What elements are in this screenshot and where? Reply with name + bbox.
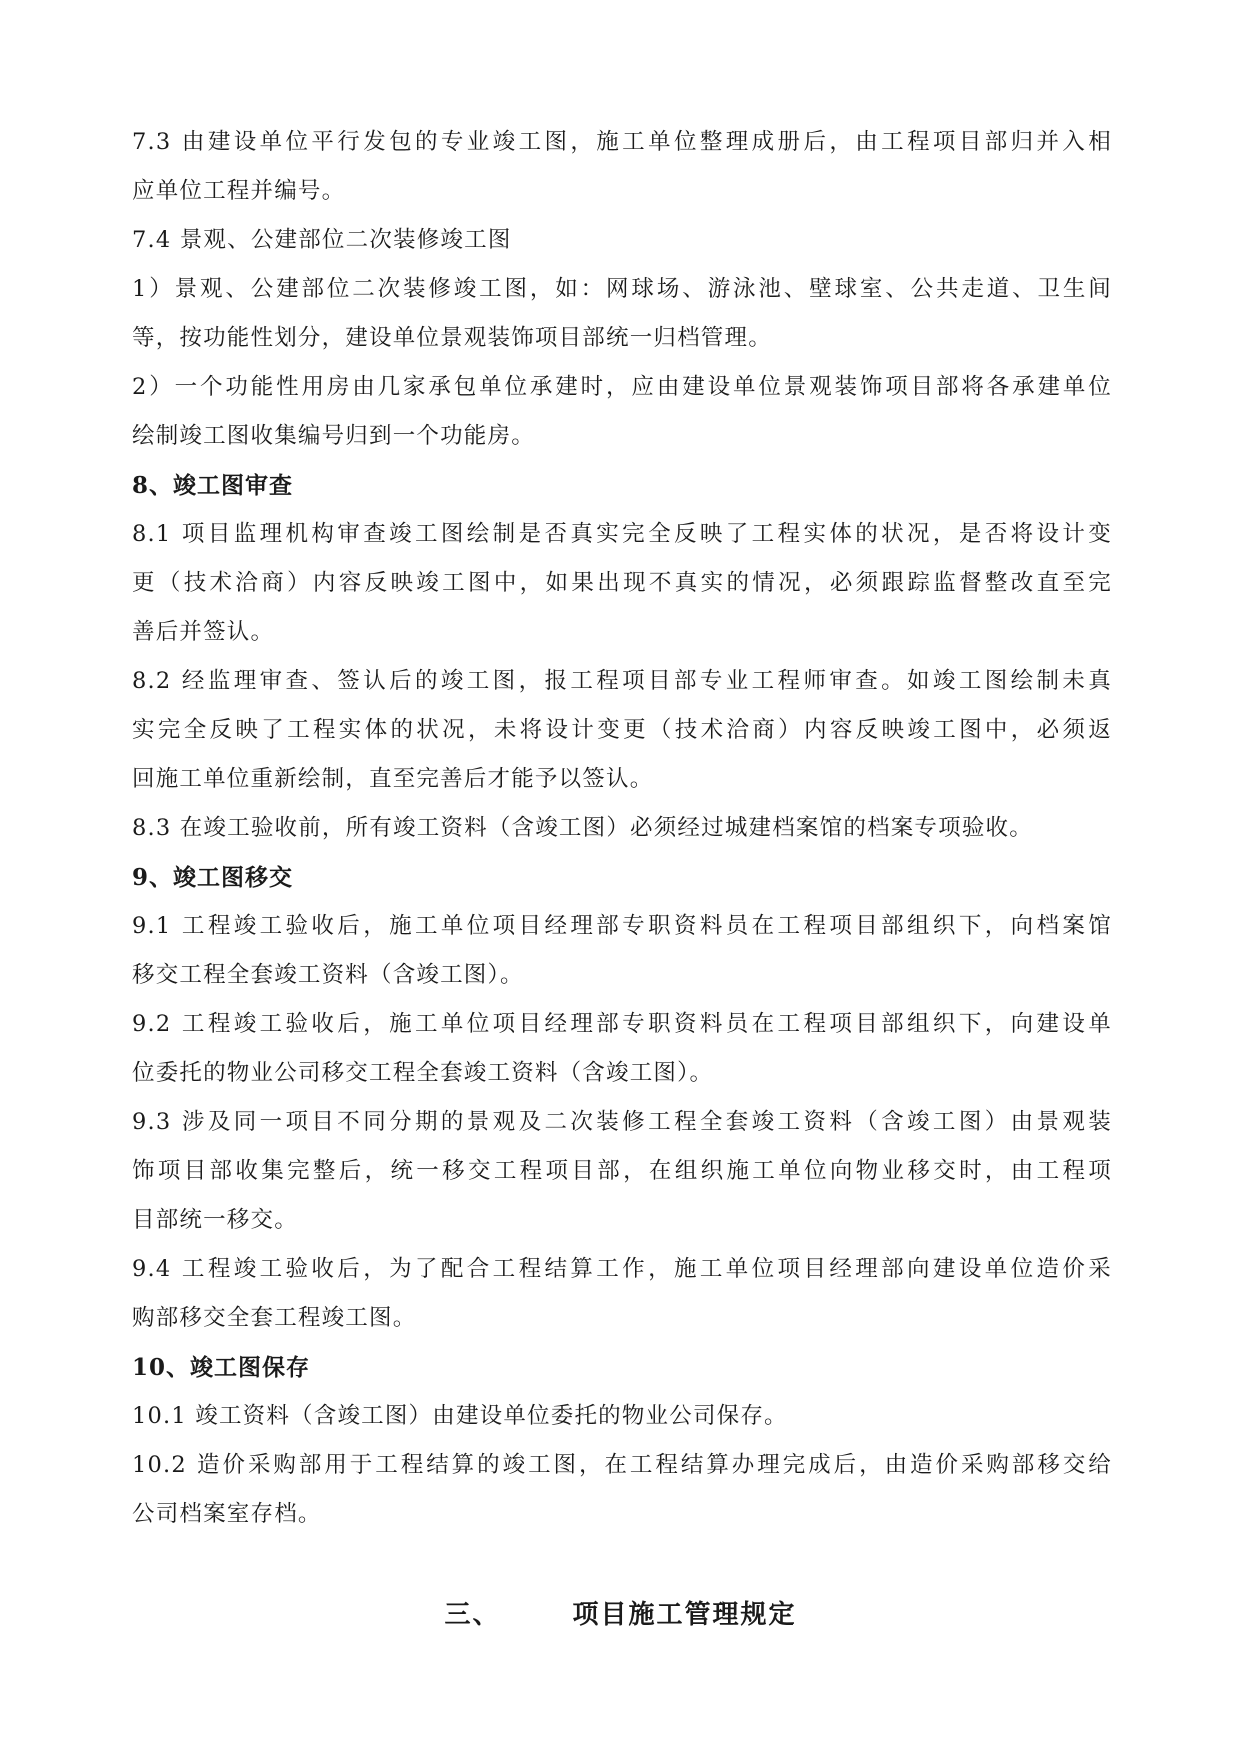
paragraph-line: 公司档案室存档。 xyxy=(132,1501,322,1527)
paragraph-line: 位委托的物业公司移交工程全套竣工资料（含竣工图）。 xyxy=(132,1060,714,1086)
paragraph-line: 实完全反映了工程实体的状况，未将设计变更（技术洽商）内容反映竣工图中，必须返 xyxy=(132,717,1112,743)
chapter-number: 三、 xyxy=(444,1600,501,1630)
paragraph-line: 8.1 项目监理机构审查竣工图绘制是否真实完全反映了工程实体的状况，是否将设计变 xyxy=(132,521,1112,547)
section-heading: 8、竣工图审查 xyxy=(132,472,294,499)
paragraph-line: 应单位工程并编号。 xyxy=(132,178,346,204)
paragraph-line: 移交工程全套竣工资料（含竣工图）。 xyxy=(132,962,524,988)
paragraph-line: 饰项目部收集完整后，统一移交工程项目部，在组织施工单位向物业移交时，由工程项 xyxy=(132,1158,1112,1184)
paragraph-line: 9.4 工程竣工验收后，为了配合工程结算工作，施工单位项目经理部向建设单位造价采 xyxy=(132,1256,1112,1282)
paragraph-line: 9.1 工程竣工验收后，施工单位项目经理部专职资料员在工程项目部组织下，向档案馆 xyxy=(132,913,1112,939)
chapter-title: 项目施工管理规定 xyxy=(572,1600,797,1630)
paragraph-line: 2）一个功能性用房由几家承包单位承建时，应由建设单位景观装饰项目部将各承建单位 xyxy=(132,374,1112,400)
paragraph-line: 10.2 造价采购部用于工程结算的竣工图，在工程结算办理完成后，由造价采购部移交给 xyxy=(132,1452,1112,1478)
section-heading: 10、竣工图保存 xyxy=(132,1354,311,1381)
document-body xyxy=(132,118,1112,1539)
paragraph-line: 10.1 竣工资料（含竣工图）由建设单位委托的物业公司保存。 xyxy=(132,1403,788,1429)
paragraph-line: 1）景观、公建部位二次装修竣工图，如：网球场、游泳池、壁球室、公共走道、卫生间 xyxy=(132,276,1112,302)
subsection-title: 7.4 景观、公建部位二次装修竣工图 xyxy=(132,227,512,253)
paragraph-line: 购部移交全套工程竣工图。 xyxy=(132,1305,417,1331)
paragraph-line: 等，按功能性划分，建设单位景观装饰项目部统一归档管理。 xyxy=(132,325,772,351)
paragraph-line: 8.2 经监理审查、签认后的竣工图，报工程项目部专业工程师审查。如竣工图绘制未真 xyxy=(132,668,1112,694)
paragraph-line: 更（技术洽商）内容反映竣工图中，如果出现不真实的情况，必须跟踪监督整改直至完 xyxy=(132,570,1112,596)
paragraph-line: 8.3 在竣工验收前，所有竣工资料（含竣工图）必须经过城建档案馆的档案专项验收。 xyxy=(132,815,1033,841)
paragraph-line: 善后并签认。 xyxy=(132,619,275,645)
paragraph-line: 回施工单位重新绘制，直至完善后才能予以签认。 xyxy=(132,766,654,792)
chapter-heading xyxy=(0,1594,1241,1631)
section-heading: 9、竣工图移交 xyxy=(132,864,294,891)
paragraph-line: 9.3 涉及同一项目不同分期的景观及二次装修工程全套竣工资料（含竣工图）由景观装 xyxy=(132,1109,1112,1135)
paragraph-line: 7.3 由建设单位平行发包的专业竣工图，施工单位整理成册后，由工程项目部归并入相 xyxy=(132,129,1112,155)
paragraph-line: 绘制竣工图收集编号归到一个功能房。 xyxy=(132,423,535,449)
paragraph-line: 9.2 工程竣工验收后，施工单位项目经理部专职资料员在工程项目部组织下，向建设单 xyxy=(132,1011,1112,1037)
paragraph-line: 目部统一移交。 xyxy=(132,1207,298,1233)
